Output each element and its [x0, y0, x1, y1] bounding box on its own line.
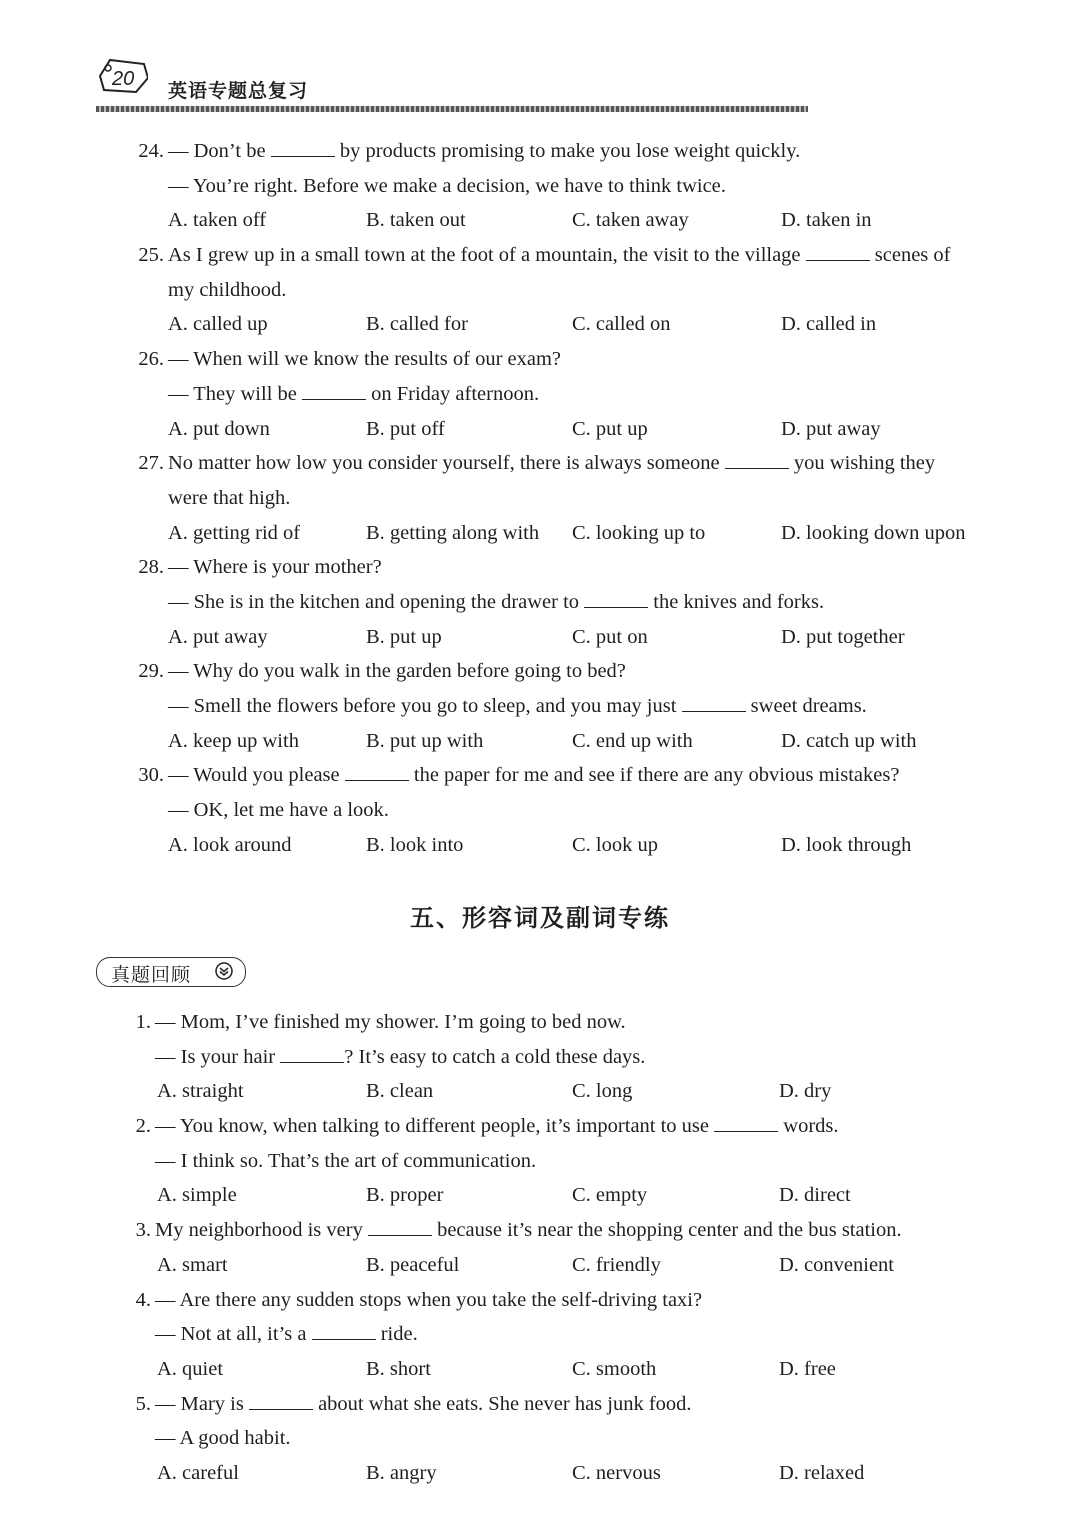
answer-blank [806, 242, 870, 261]
question-text-segment: my childhood. [168, 278, 287, 301]
answer-option-a: A. called up [168, 313, 268, 336]
question-line [0, 238, 1080, 273]
answer-blank [249, 1391, 313, 1410]
question-line [0, 481, 1080, 516]
question-line [0, 377, 1080, 412]
answer-option-a: A. look around [168, 833, 292, 856]
answer-blank [682, 693, 746, 712]
question-text-segment: were that high. [168, 486, 291, 509]
question-number: 1. [135, 1011, 151, 1033]
answer-option-d: D. direct [779, 1184, 851, 1207]
question-text-segment: sweet dreams. [745, 695, 867, 717]
question-text [168, 654, 626, 689]
question-list-part1 [0, 134, 1080, 862]
question-text-segment: — Would you please [168, 764, 345, 787]
question-text-segment: — Are there any sudden stops when you take the self-driving taxi? [155, 1288, 703, 1311]
question-text [168, 585, 824, 620]
answer-option-b: B. look into [366, 833, 464, 856]
answer-option-b: B. short [366, 1357, 431, 1380]
answer-option-b: B. put up with [366, 729, 484, 752]
question-number: 4. [135, 1288, 151, 1311]
question-text [168, 342, 561, 377]
question-text [155, 1421, 291, 1456]
answer-option-b: B. getting along with [366, 521, 540, 544]
answer-option-d: D. catch up with [781, 729, 917, 752]
question-number: 2. [135, 1115, 151, 1138]
question-line [0, 689, 1080, 724]
question-number: 24. [138, 140, 164, 162]
question-line [0, 550, 1080, 585]
answer-blank [368, 1217, 432, 1236]
options-row [0, 1248, 1080, 1283]
answer-blank [345, 762, 409, 781]
header-title: 英语专题总复习 [168, 80, 309, 102]
question-text [168, 446, 935, 481]
question-line [0, 1144, 1080, 1179]
answer-option-d: D. relaxed [779, 1461, 865, 1484]
question-line [0, 134, 1080, 169]
answer-blank [725, 450, 789, 469]
question-text-segment: — Smell the flowers before you go to sleep, and you may just [168, 695, 682, 717]
question-text [168, 273, 286, 308]
question-number: 3. [135, 1219, 151, 1242]
question-text-segment: — Is your hair [155, 1045, 281, 1068]
question-text [168, 377, 539, 412]
question-text-segment: words. [778, 1115, 839, 1138]
answer-blank [312, 1321, 376, 1340]
answer-option-b: B. put up [366, 625, 442, 648]
answer-option-a: A. taken off [168, 209, 267, 232]
question-line [0, 1317, 1080, 1352]
answer-option-c: C. empty [572, 1184, 648, 1207]
answer-option-a: A. put down [168, 417, 270, 440]
question-text-segment: about what she eats. She never has junk food. [312, 1392, 692, 1415]
question-text [155, 1144, 536, 1179]
question-text-segment: on Friday afternoon. [366, 382, 540, 405]
section-tag-label: 真题回顾 [111, 964, 192, 986]
question-text [155, 1283, 702, 1318]
question-line [0, 342, 1080, 377]
question-text [155, 1040, 645, 1075]
question-number: 30. [138, 764, 164, 787]
question-line [0, 1213, 1080, 1248]
answer-option-b: B. proper [366, 1184, 444, 1207]
options-row [0, 724, 1080, 759]
answer-option-b: B. put off [366, 417, 445, 440]
question-number: 28. [138, 556, 164, 579]
answer-option-b: B. called for [366, 313, 468, 336]
question-text-segment: — She is in the kitchen and opening the drawer to [168, 590, 585, 613]
answer-option-c: C. long [572, 1080, 633, 1103]
question-text [155, 1005, 626, 1040]
answer-option-d: D. looking down upon [781, 521, 966, 544]
answer-blank [584, 589, 648, 608]
header-divider [96, 106, 808, 112]
answer-option-b: B. taken out [366, 209, 466, 232]
answer-option-a: A. keep up with [168, 729, 299, 752]
question-text-segment: As I grew up in a small town at the foot of a mountain, the visit to the village [168, 244, 806, 267]
question-line [0, 169, 1080, 204]
question-text-segment: — You know, when talking to different people, it’s important to use [155, 1115, 715, 1138]
question-text-segment: the paper for me and see if there are any obvious mistakes? [408, 764, 900, 787]
question-list-part2 [0, 1005, 1080, 1491]
answer-blank [271, 138, 335, 157]
answer-option-c: C. look up [572, 833, 658, 856]
page-header [96, 52, 808, 114]
question-text-segment: — Mom, I’ve finished my shower. I’m going to bed now. [155, 1011, 626, 1033]
chevron-down-circle-icon [215, 962, 233, 980]
question-text-segment: — They will be [168, 382, 302, 405]
question-text [155, 1213, 902, 1248]
question-number: 29. [138, 660, 164, 683]
question-text [168, 481, 290, 516]
page-number: 20 [112, 68, 135, 90]
question-text [155, 1109, 839, 1144]
answer-option-d: D. free [779, 1357, 836, 1380]
question-text-segment: No matter how low you consider yourself, there is always someone [168, 452, 725, 475]
answer-option-d: D. put away [781, 417, 881, 440]
answer-option-a: A. getting rid of [168, 521, 301, 544]
question-number: 25. [138, 244, 164, 267]
options-row [0, 620, 1080, 655]
options-row [0, 203, 1080, 238]
question-text-segment: — Where is your mother? [168, 556, 382, 579]
answer-option-c: C. called on [572, 313, 671, 336]
question-line [0, 1109, 1080, 1144]
question-number: 5. [135, 1392, 151, 1415]
options-row [0, 516, 1080, 551]
answer-option-a: A. careful [157, 1461, 239, 1484]
question-text-segment: — Mary is [155, 1392, 249, 1415]
answer-option-d: D. dry [779, 1080, 832, 1103]
answer-option-a: A. straight [157, 1080, 244, 1103]
question-text-segment: — Don’t be [168, 140, 271, 162]
question-line [0, 1005, 1080, 1040]
question-line [0, 446, 1080, 481]
question-text-segment: because it’s near the shopping center and the bus station. [431, 1219, 902, 1242]
question-text-segment: ride. [375, 1323, 418, 1346]
answer-blank [302, 381, 366, 400]
answer-option-a: A. put away [168, 625, 268, 648]
question-text-segment: — When will we know the results of our exam? [168, 348, 562, 371]
question-text [168, 550, 382, 585]
question-line [0, 654, 1080, 689]
answer-option-c: C. looking up to [572, 521, 706, 544]
answer-blank [280, 1044, 344, 1063]
question-text-segment: — A good habit. [155, 1427, 291, 1450]
options-row [0, 1352, 1080, 1387]
options-row [0, 412, 1080, 447]
answer-option-c: C. put up [572, 417, 648, 440]
answer-option-a: A. simple [157, 1184, 237, 1207]
question-line [0, 1283, 1080, 1318]
question-text-segment: by products promising to make you lose weight quickly. [334, 140, 801, 162]
question-text [155, 1317, 418, 1352]
question-text-segment: you wishing they [788, 452, 936, 475]
answer-option-a: A. quiet [157, 1357, 224, 1380]
question-text [168, 793, 389, 828]
question-number: 26. [138, 348, 164, 371]
question-text-segment: My neighborhood is very [155, 1219, 368, 1242]
answer-option-c: C. taken away [572, 209, 689, 232]
question-text [168, 169, 726, 204]
answer-option-b: B. clean [366, 1080, 434, 1103]
question-text [168, 689, 867, 724]
question-line [0, 1421, 1080, 1456]
answer-option-d: D. taken in [781, 209, 872, 232]
question-line [0, 758, 1080, 793]
question-line [0, 1040, 1080, 1075]
options-row [0, 1074, 1080, 1109]
answer-option-d: D. called in [781, 313, 877, 336]
question-line [0, 585, 1080, 620]
answer-option-d: D. look through [781, 833, 912, 856]
question-text-segment: — Why do you walk in the garden before going to bed? [168, 660, 626, 683]
answer-option-a: A. smart [157, 1253, 228, 1276]
options-row [0, 1456, 1080, 1491]
answer-option-d: D. convenient [779, 1253, 894, 1276]
question-text [168, 758, 899, 793]
question-text [155, 1387, 692, 1422]
section-title: 五、形容词及副词专练 [410, 904, 670, 932]
question-text-segment: — Not at all, it’s a [155, 1323, 312, 1346]
question-text-segment: — You’re right. Before we make a decision, we have to think twice. [168, 174, 726, 197]
question-text-segment: scenes of [869, 244, 951, 267]
answer-option-b: B. angry [366, 1461, 437, 1484]
answer-blank [714, 1113, 778, 1132]
options-row [0, 307, 1080, 342]
question-text [168, 134, 800, 169]
question-line [0, 1387, 1080, 1422]
question-text-segment: — I think so. That’s the art of communication. [155, 1149, 537, 1172]
question-text [168, 238, 951, 273]
options-row [0, 828, 1080, 863]
answer-option-c: C. nervous [572, 1461, 661, 1484]
question-number: 27. [138, 452, 164, 475]
question-line [0, 793, 1080, 828]
question-text-segment: — OK, let me have a look. [168, 799, 389, 822]
answer-option-c: C. smooth [572, 1357, 657, 1380]
question-text-segment: ? It’s easy to catch a cold these days. [344, 1045, 646, 1068]
question-line [0, 273, 1080, 308]
section-tag [96, 957, 246, 987]
answer-option-c: C. put on [572, 625, 648, 648]
answer-option-c: C. end up with [572, 729, 693, 752]
answer-option-c: C. friendly [572, 1253, 661, 1276]
answer-option-b: B. peaceful [366, 1253, 460, 1276]
answer-option-d: D. put together [781, 625, 905, 648]
options-row [0, 1178, 1080, 1213]
question-text-segment: the knives and forks. [648, 590, 825, 613]
